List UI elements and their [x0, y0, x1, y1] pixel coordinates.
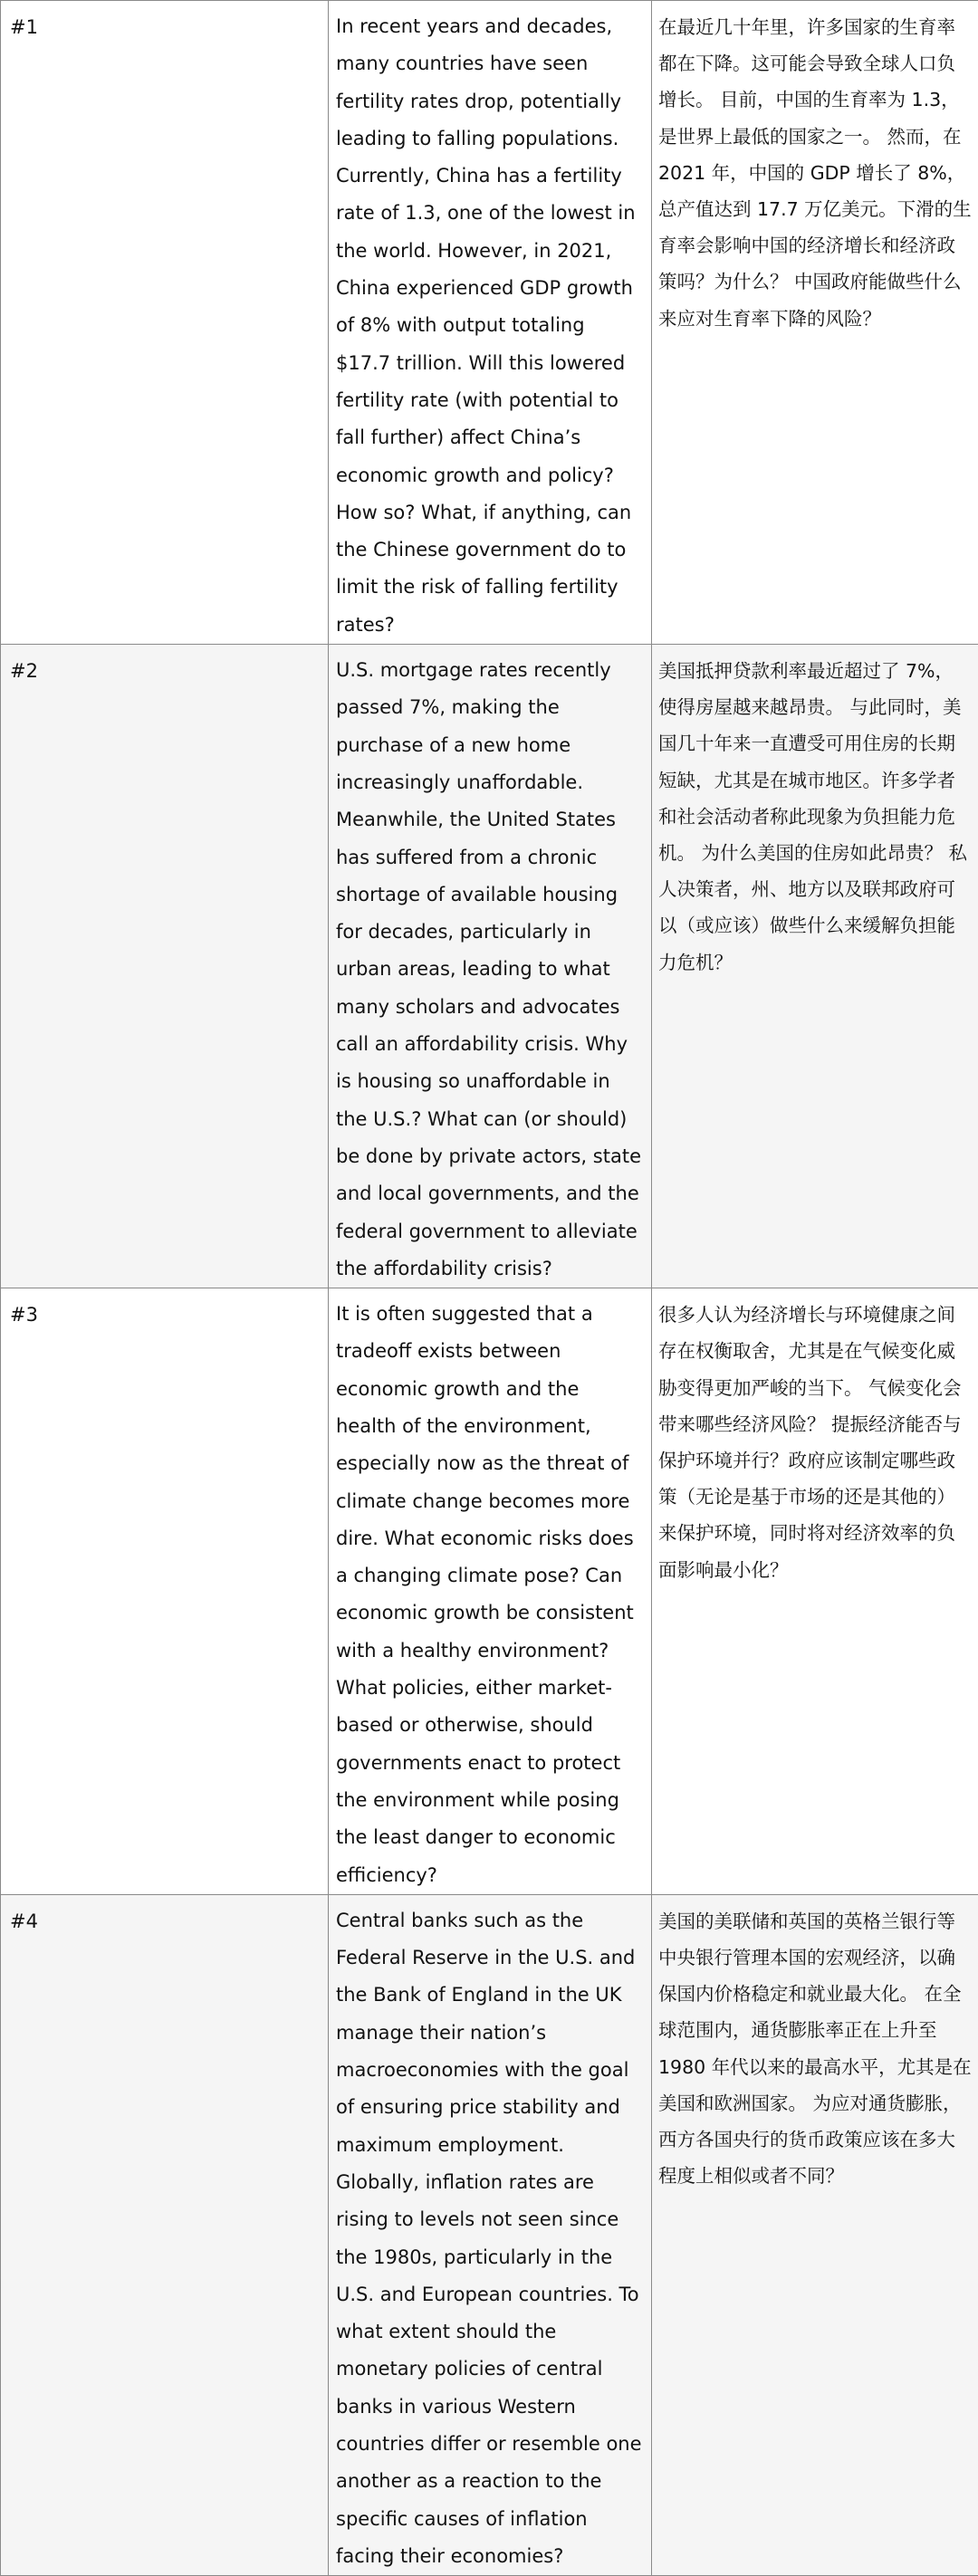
- chinese-text: 美国抵押贷款利率最近超过了 7%，使得房屋越来越昂贵。 与此同时，美国几十年来一直遭受可用住房的长期短缺，尤其是在城市地区。许多学者和社会活动者称此现象为负担能力危机。 为什么美国的住房如此昂贵？ 私人决策者，州、地方以及联邦政府可以（或应该）做些什么来缓解负担能力危机？: [652, 645, 978, 981]
- english-text: In recent years and decades, many countries have seen fertility rates drop, potentially leading to falling populations. Currently, China has a fertility rate of 1.3, one of the lowest in the world. However, in 2021, China experienced GDP growth of 8% with output totaling $17.7 trillion. Will this lowered fertility rate (with potential to fall further) affect China’s economic growth and policy? How so? What, if anything, can the Chinese government do to limit the risk of falling fertility rates?: [329, 1, 651, 644]
- english-cell: [329, 1, 652, 645]
- chinese-cell: [652, 645, 978, 1288]
- chinese-cell: [652, 1894, 978, 2575]
- english-cell: [329, 1894, 652, 2575]
- number-cell: [1, 1894, 329, 2575]
- table-row: [1, 645, 978, 1288]
- english-text: U.S. mortgage rates recently passed 7%, making the purchase of a new home increasingly unaffordable. Meanwhile, the United States has suffered from a chronic shortage of available housing for decades, particularly in urban areas, leading to what many scholars and advocates call an affordability crisis. Why is housing so unaffordable in the U.S.? What can (or should) be done by private actors, state and local governments, and the federal government to alleviate the affordability crisis?: [329, 645, 651, 1288]
- english-text: Central banks such as the Federal Reserve in the U.S. and the Bank of England in the UK manage their nation’s macroeconomies with the goal of ensuring price stability and maximum employment. Globally, inflation rates are rising to levels not seen since the 1980s, particularly in the U.S. and European countries. To what extent should the monetary policies of central banks in various Western countries differ or resemble one another as a reaction to the specific causes of inflation facing their economies?: [329, 1895, 651, 2575]
- chinese-text: 在最近几十年里，许多国家的生育率都在下降。这可能会导致全球人口负增长。 目前，中国的生育率为 1.3，是世界上最低的国家之一。 然而，在 2021 年，中国的 GDP 增长了 8%，总产值达到 17.7 万亿美元。下滑的生育率会影响中国的经济增长和经济政策吗？为什么？ 中国政府能做些什么来应对生育率下降的风险？: [652, 1, 978, 337]
- chinese-cell: [652, 1288, 978, 1895]
- table-row: [1, 1, 978, 645]
- row-number: #2: [1, 645, 328, 685]
- table-row: [1, 1288, 978, 1895]
- chinese-text: 美国的美联储和英国的英格兰银行等中央银行管理本国的宏观经济，以确保国内价格稳定和就业最大化。 在全球范围内，通货膨胀率正在上升至 1980 年代以来的最高水平，尤其是在美国和欧洲国家。 为应对通货膨胀，西方各国央行的货币政策应该在多大程度上相似或者不同？: [652, 1895, 978, 2195]
- chinese-text: 很多人认为经济增长与环境健康之间存在权衡取舍，尤其是在气候变化威胁变得更加严峻的当下。 气候变化会带来哪些经济风险？ 提振经济能否与保护环境并行？政府应该制定哪些政策（无论是基于市场的还是其他的）来保护环境，同时将对经济效率的负面影响最小化？: [652, 1288, 978, 1588]
- english-cell: [329, 1288, 652, 1895]
- number-cell: [1, 1288, 329, 1895]
- row-number: #1: [1, 1, 328, 41]
- english-cell: [329, 645, 652, 1288]
- row-number: #3: [1, 1288, 328, 1328]
- row-number: #4: [1, 1895, 328, 1935]
- chinese-cell: [652, 1, 978, 645]
- table-row: [1, 1894, 978, 2575]
- number-cell: [1, 645, 329, 1288]
- number-cell: [1, 1, 329, 645]
- english-text: It is often suggested that a tradeoff exists between economic growth and the health of the environment, especially now as the threat of climate change becomes more dire. What economic risks does a changing climate pose? Can economic growth be consistent with a healthy environment? What policies, either market-based or otherwise, should governments enact to protect the environment while posing the least danger to economic efficiency?: [329, 1288, 651, 1894]
